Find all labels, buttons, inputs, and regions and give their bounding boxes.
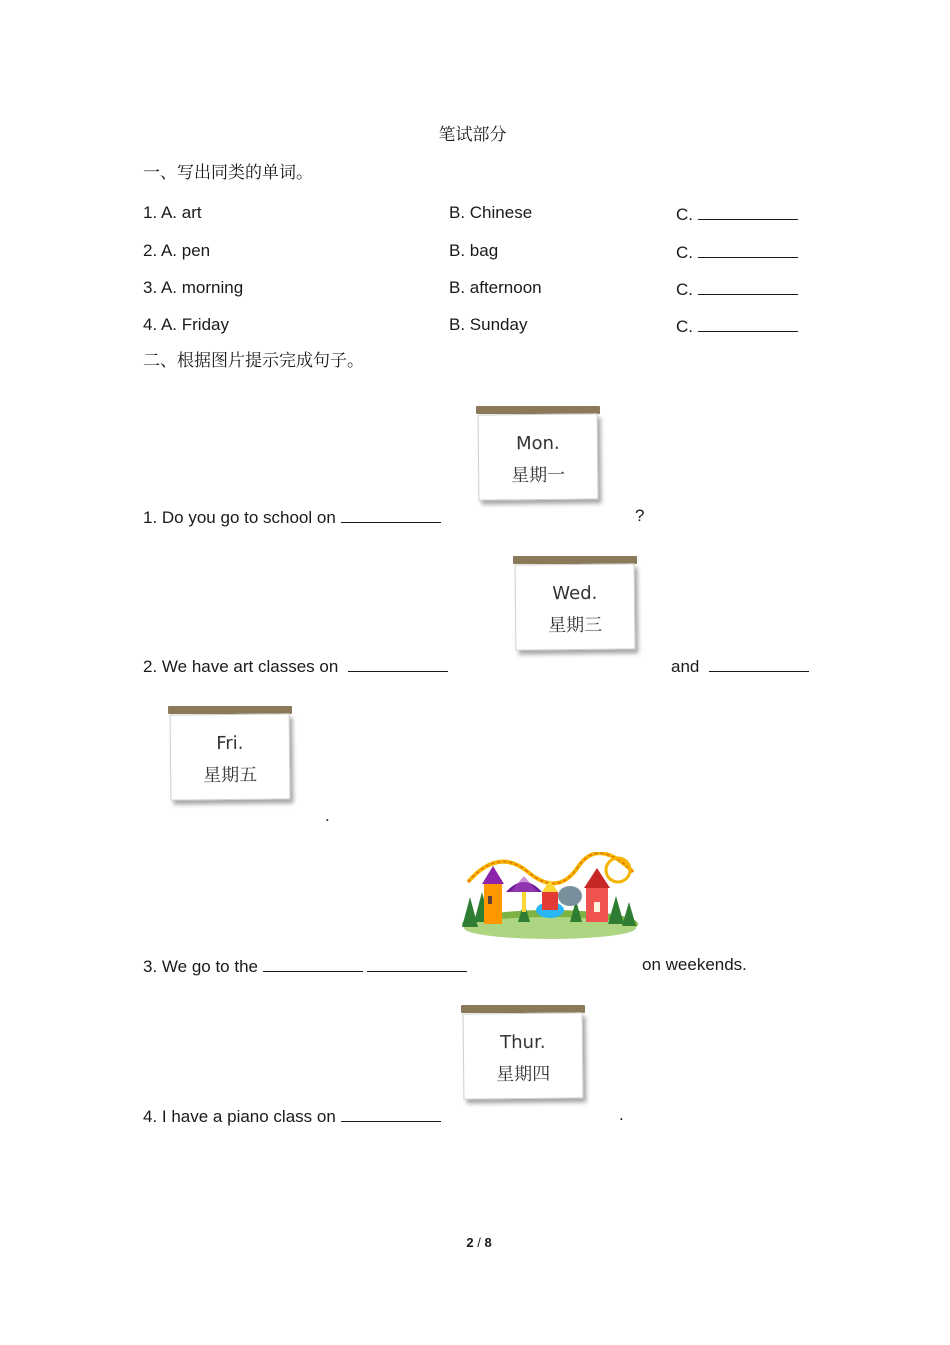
section-2-heading: 二、根据图片提示完成句子。 xyxy=(143,351,364,371)
row-3-answer-blank[interactable] xyxy=(698,278,798,295)
calendar-day-zh: 星期一 xyxy=(511,464,566,487)
page-number xyxy=(0,1235,950,1250)
calendar-day-zh: 星期三 xyxy=(548,614,603,637)
row-3-option-a: 3. A. morning xyxy=(143,278,244,297)
row-2-option-b: B. bag xyxy=(449,241,499,260)
amusement-park-image xyxy=(458,852,640,942)
page-total: 8 xyxy=(484,1235,492,1250)
row-1-answer-blank[interactable] xyxy=(698,203,798,220)
question-2-mid xyxy=(671,655,809,677)
question-1-blank[interactable] xyxy=(341,506,441,523)
calendar-card-thursday xyxy=(457,1005,587,1103)
calendar-day-en: Fri. xyxy=(216,732,244,755)
question-1-end: ? xyxy=(635,506,645,525)
calendar-card-monday xyxy=(472,406,602,504)
row-1-option-a: 1. A. art xyxy=(143,203,202,222)
question-3-blank-1[interactable] xyxy=(263,955,363,972)
question-4-text: 4. I have a piano class on xyxy=(143,1107,336,1126)
calendar-day-en: Wed. xyxy=(552,582,598,605)
calendar-day-en: Mon. xyxy=(515,432,560,455)
row-4-answer-blank[interactable] xyxy=(698,315,798,332)
row-4-option-a: 4. A. Friday xyxy=(143,315,229,334)
calendar-day-zh: 星期四 xyxy=(496,1063,551,1086)
page-current: 2 xyxy=(466,1235,474,1250)
row-1-option-c-label: C. xyxy=(676,205,693,224)
question-3-text: 3. We go to the xyxy=(143,957,258,976)
row-1-option-b: B. Chinese xyxy=(449,203,533,222)
question-2-text: 2. We have art classes on xyxy=(143,657,339,676)
question-4 xyxy=(143,1105,441,1127)
question-3-end: on weekends. xyxy=(642,955,747,974)
question-2-blank-1[interactable] xyxy=(348,655,448,672)
question-2-end: . xyxy=(325,806,330,825)
page-title: 笔试部分 xyxy=(438,125,507,145)
row-3-option-c xyxy=(676,278,798,300)
question-2-blank-2[interactable] xyxy=(709,655,809,672)
row-3-option-b: B. afternoon xyxy=(449,278,542,297)
row-4-option-c-label: C. xyxy=(676,317,693,336)
calendar-card-wednesday xyxy=(509,556,639,654)
row-2-option-a: 2. A. pen xyxy=(143,241,211,260)
calendar-page xyxy=(515,563,636,650)
row-2-option-c-label: C. xyxy=(676,243,693,262)
question-1 xyxy=(143,506,441,528)
row-4-option-c xyxy=(676,315,798,337)
calendar-day-en: Thur. xyxy=(500,1031,546,1054)
calendar-day-zh: 星期五 xyxy=(203,764,258,787)
calendar-page xyxy=(478,413,599,500)
page-separator: / xyxy=(477,1235,481,1250)
row-3-option-c-label: C. xyxy=(676,280,693,299)
calendar-page xyxy=(170,713,291,800)
question-2-and: and xyxy=(671,657,700,676)
calendar-card-friday xyxy=(164,706,294,804)
section-1-heading: 一、写出同类的单词。 xyxy=(143,163,313,183)
row-2-answer-blank[interactable] xyxy=(698,241,798,258)
row-4-option-b: B. Sunday xyxy=(449,315,528,334)
row-2-option-c xyxy=(676,241,798,263)
calendar-page xyxy=(463,1012,584,1099)
question-3 xyxy=(143,955,467,977)
question-4-blank[interactable] xyxy=(341,1105,441,1122)
question-3-blank-2[interactable] xyxy=(367,955,467,972)
question-1-text: 1. Do you go to school on xyxy=(143,508,336,527)
question-4-end: . xyxy=(619,1105,624,1124)
question-2 xyxy=(143,655,448,677)
row-1-option-c xyxy=(676,203,798,225)
